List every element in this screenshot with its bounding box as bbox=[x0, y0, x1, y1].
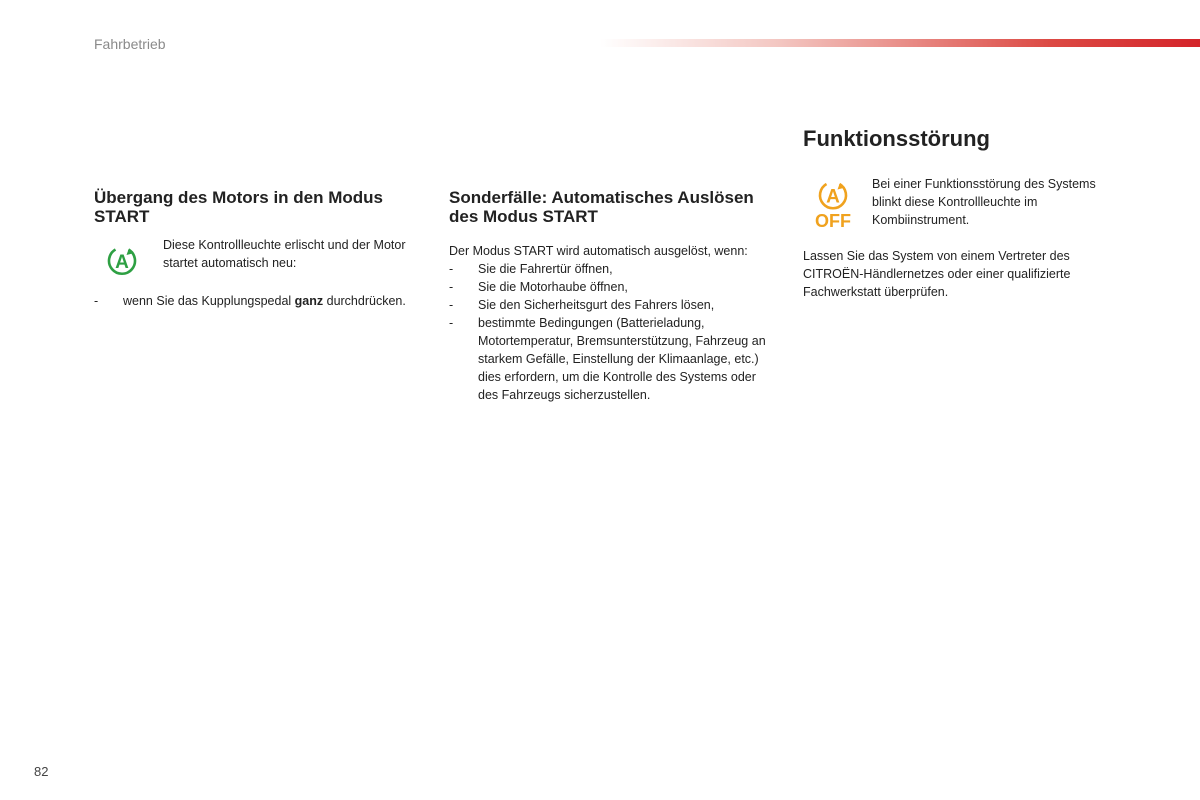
column-start-transition bbox=[94, 188, 414, 310]
bullet-dash: - bbox=[94, 294, 99, 308]
icon-description: Diese Kontrollleuchte erlischt und der Motor startet automatisch neu: bbox=[163, 238, 406, 270]
bullet-dash: - bbox=[449, 262, 454, 276]
auto-off-orange-icon bbox=[811, 179, 855, 236]
list-item bbox=[449, 278, 774, 296]
section-label: Fahrbetrieb bbox=[94, 36, 166, 52]
list-item bbox=[449, 314, 774, 404]
bullet-dash: - bbox=[449, 298, 454, 312]
bold-word: ganz bbox=[294, 294, 324, 308]
page-number: 82 bbox=[34, 764, 49, 779]
bullet-text: Sie die Fahrertür öffnen, bbox=[478, 262, 613, 276]
bullet-dash: - bbox=[449, 316, 454, 330]
heading-start-transition: Übergang des Motors in den Modus START bbox=[94, 188, 384, 226]
list-item bbox=[449, 260, 774, 278]
bullet-text: Sie den Sicherheitsgurt des Fahrers lösen, bbox=[478, 298, 715, 312]
intro-text: Der Modus START wird automatisch ausgelöst, wenn: bbox=[449, 244, 748, 258]
header-gradient-bar bbox=[600, 39, 1200, 47]
heading-malfunction: Funktionsstörung bbox=[803, 126, 990, 151]
icon-description: Bei einer Funktionsstörung des Systems blinkt diese Kontrollleuchte im Kombiinstrument. bbox=[872, 177, 1096, 227]
service-paragraph: Lassen Sie das System von einem Vertreter des CITROËN-Händlernetzes oder einer qualifizierte Fachwerkstatt überprüfen. bbox=[803, 249, 1071, 299]
icon-off-label: OFF bbox=[815, 211, 851, 231]
column-malfunction bbox=[803, 125, 1123, 301]
bullet-text: Sie die Motorhaube öffnen, bbox=[478, 280, 628, 294]
icon-row-start bbox=[94, 240, 414, 282]
icon-letter: A bbox=[115, 252, 129, 273]
icon-letter: A bbox=[826, 186, 840, 208]
icon-row-fault bbox=[803, 175, 1123, 235]
bullet-dash: - bbox=[449, 280, 454, 294]
heading-special-cases: Sonderfälle: Automatisches Auslösen des Modus START bbox=[449, 188, 754, 226]
bullet-text: wenn Sie das Kupplungspedal ganz durchdrücken. bbox=[123, 294, 406, 308]
column-special-cases bbox=[449, 188, 774, 404]
bullet-text: bestimmte Bedingungen (Batterieladung, Motortemperatur, Bremsunterstützung, Fahrzeug an starkem Gefälle, Einstellung der Klimaanlage, etc.) dies erfordern, um die Kontrolle des Systems oder des Fahrzeugs sicherzustellen. bbox=[478, 316, 766, 402]
auto-start-green-icon bbox=[106, 244, 138, 283]
list-item bbox=[94, 292, 414, 310]
list-item bbox=[449, 296, 774, 314]
